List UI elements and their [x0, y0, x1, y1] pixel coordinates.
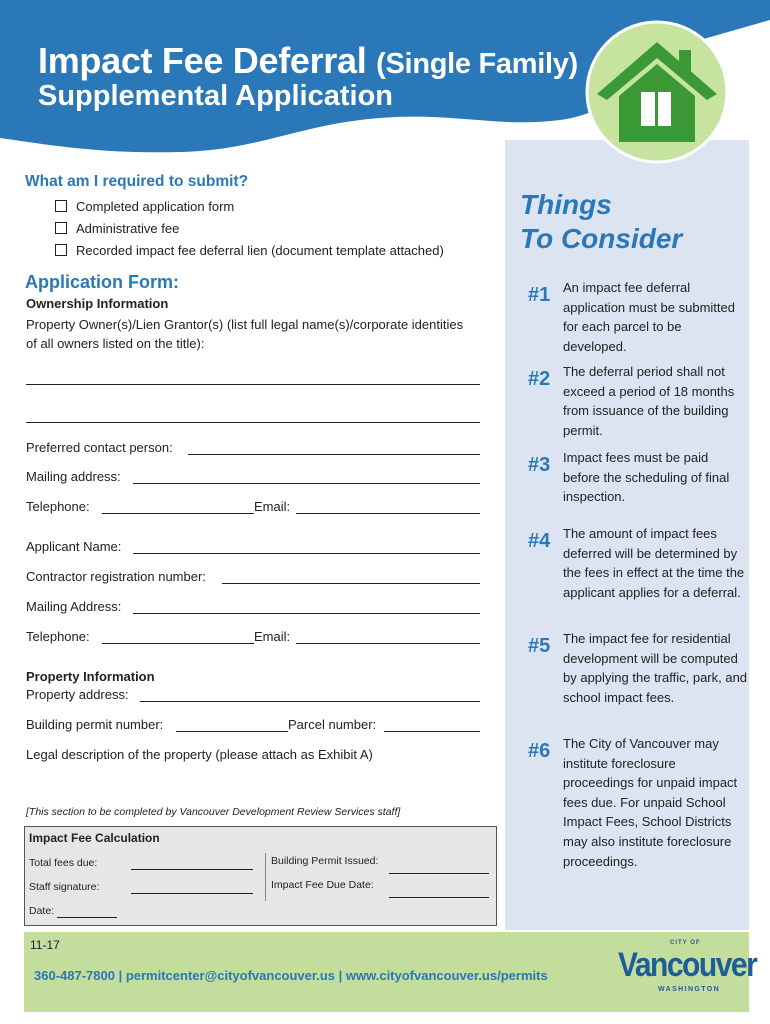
legal-description-label: Legal description of the property (please attach as Exhibit A) — [26, 747, 373, 762]
owners-name-line-1[interactable] — [26, 384, 480, 385]
sidebar-title: Things To Consider — [520, 189, 683, 254]
preferred-contact-label: Preferred contact person: — [26, 440, 173, 455]
permit-number-label: Building permit number: — [26, 717, 164, 732]
applicant-name-label: Applicant Name: — [26, 539, 122, 554]
property-heading: Property Information — [26, 669, 155, 684]
telephone-field[interactable] — [102, 513, 254, 514]
contractor-reg-label: Contractor registration number: — [26, 569, 206, 584]
parcel-number-label: Parcel number: — [288, 717, 377, 732]
ownership-heading: Ownership Information — [26, 296, 169, 311]
fee-due-date-label: Impact Fee Due Date: — [271, 879, 374, 891]
page-subtitle: Supplemental Application — [38, 80, 394, 112]
property-address-label: Property address: — [26, 687, 129, 702]
contact-info[interactable]: 360-487-7800 | permitcenter@cityofvancouver.us | www.cityofvancouver.us/permits — [34, 968, 548, 983]
contractor-reg-field[interactable] — [222, 583, 480, 584]
email-field[interactable] — [296, 513, 480, 514]
staff-signature-label: Staff signature: — [29, 881, 100, 893]
mailing-address-label: Mailing address: — [26, 469, 121, 484]
date-label: Date: — [29, 905, 55, 917]
permit-issued-label: Building Permit Issued: — [271, 855, 379, 867]
staff-note: [This section to be completed by Vancouver Development Review Services staff] — [26, 806, 401, 818]
checkbox[interactable] — [55, 244, 67, 256]
total-fees-field[interactable] — [131, 869, 253, 870]
owners-prompt: Property Owner(s)/Lien Grantor(s) (list full legal name(s)/corporate identities of all owners listed on the title): — [26, 317, 464, 351]
applicant-name-field[interactable] — [133, 553, 480, 554]
telephone-label: Telephone: — [26, 499, 90, 514]
applicant-email-field[interactable] — [296, 643, 480, 644]
owners-name-line-2[interactable] — [26, 422, 480, 423]
vancouver-logo: CITY OF Vancouver WASHINGTON — [618, 940, 757, 993]
impact-fee-calculation-box — [24, 826, 497, 926]
calc-title: Impact Fee Calculation — [29, 831, 160, 845]
mailing-address-field[interactable] — [133, 483, 480, 484]
footer — [24, 932, 757, 1012]
house-icon — [583, 18, 731, 166]
page-title: Impact Fee Deferral (Single Family) — [38, 40, 578, 81]
staff-signature-field[interactable] — [131, 893, 253, 894]
permit-issued-field[interactable] — [389, 873, 489, 874]
application-form-heading: Application Form: — [25, 272, 179, 292]
checkbox[interactable] — [55, 200, 67, 212]
applicant-email-label: Email: — [254, 629, 291, 644]
date-field[interactable] — [57, 917, 117, 918]
property-address-field[interactable] — [140, 701, 480, 702]
total-fees-label: Total fees due: — [29, 857, 98, 869]
email-label: Email: — [254, 499, 291, 514]
preferred-contact-field[interactable] — [188, 454, 480, 455]
parcel-number-field[interactable] — [384, 731, 480, 732]
calc-divider — [265, 853, 266, 901]
permit-number-field[interactable] — [176, 731, 288, 732]
fee-due-date-field[interactable] — [389, 897, 489, 898]
applicant-telephone-field[interactable] — [102, 643, 254, 644]
applicant-mailing-address-label: Mailing Address: — [26, 599, 122, 614]
applicant-telephone-label: Telephone: — [26, 629, 90, 644]
checkbox[interactable] — [55, 222, 67, 234]
requirements-heading: What am I required to submit? — [25, 173, 249, 190]
form-code: 11-17 — [30, 938, 60, 952]
applicant-mailing-address-field[interactable] — [133, 613, 480, 614]
